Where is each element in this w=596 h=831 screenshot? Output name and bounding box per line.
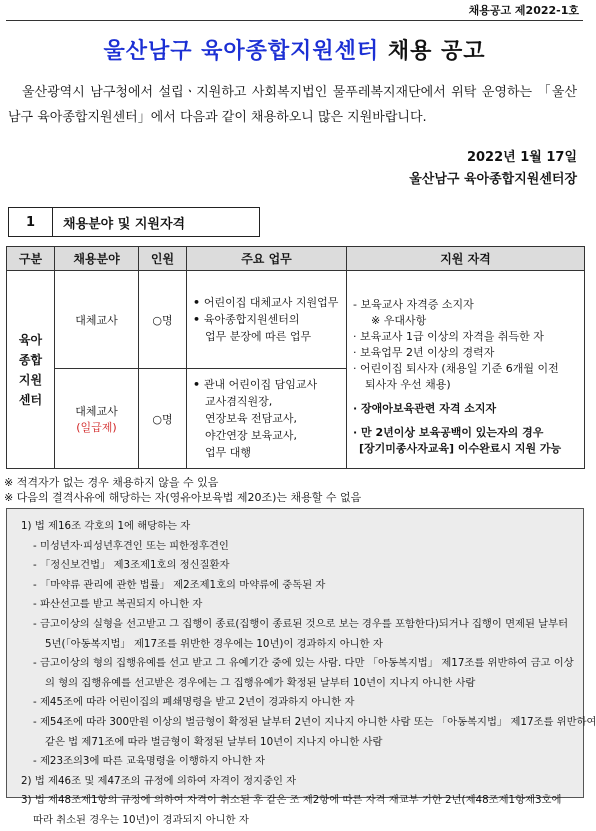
- disq-line: - 제23조의3에 따른 교육명령을 이행하지 아니한 자: [33, 755, 265, 768]
- qual-line: - 보육교사 자격증 소지자: [353, 297, 474, 311]
- disq-line: 1) 법 제16조 각호의 1에 해당하는 자: [21, 520, 191, 532]
- qual-line: ※ 우대사항: [371, 313, 427, 327]
- category-line: 종합: [18, 352, 43, 367]
- duty-item-continued: 업무 분장에 따른 업무: [205, 330, 312, 343]
- disq-line: - 제45조에 따라 어린이집의 폐쇄명령을 받고 2년이 경과하지 아니한 자: [33, 696, 355, 709]
- count-cell: ○명: [139, 271, 187, 369]
- qual-line: · 보육교사 1급 이상의 자격을 취득한 자: [353, 329, 544, 343]
- disq-line: - 미성년자·피성년후견인 또는 피한정후견인: [33, 539, 229, 552]
- duty-item: • 어린이집 대체교사 지원업무: [193, 294, 340, 311]
- issuing-organization: 울산남구 육아종합지원센터장: [409, 172, 577, 187]
- disqualification-box: [6, 508, 596, 826]
- header-count: 인원: [139, 247, 187, 271]
- qual-line: · 보육업무 2년 이상의 경력자: [353, 345, 495, 359]
- category-line: 센터: [18, 392, 43, 407]
- duty-item: • 관내 어린이집 담임교사: [193, 376, 340, 393]
- intro-paragraph: 울산광역시 남구청에서 설립ㆍ지원하고 사회복지법인 물푸레복지재단에서 위탁 운영하는 「울산남구 육아종합지원센터」에서 다음과 같이 채용하오니 많은 지원바랍니다.: [8, 85, 577, 125]
- notice-date: 2022년 1월 17일: [466, 150, 577, 165]
- duty-item-continued: 교사겸직원장,: [205, 395, 273, 408]
- duty-item-continued: 연장보육 전담교사,: [205, 412, 298, 425]
- table-row: [7, 271, 585, 369]
- field-note: (일급제): [76, 420, 117, 434]
- disq-line: - 제54조에 따라 300만원 이상의 벌금형이 확정된 날부터 2년이 지나지 아니한 사람 또는 「아동복지법」 제17조를 위반하여: [33, 715, 596, 728]
- header-field: 채용분야: [55, 247, 139, 271]
- category-line: 육아: [18, 332, 43, 347]
- header-divider: [6, 20, 583, 21]
- field-cell: 대체교사: [55, 271, 139, 369]
- duties-cell: [187, 369, 347, 469]
- count-cell: ○명: [139, 369, 187, 469]
- section-number: 1: [9, 208, 53, 236]
- duty-item: • 육아종합지원센터의: [193, 311, 340, 328]
- category-cell: [7, 271, 55, 469]
- disq-line: - 금고이상의 실형을 선고받고 그 집행이 종료(집행이 종료된 것으로 보는 경우를 포함한다)되거나 집행이 면제된 날부터: [33, 617, 569, 630]
- disq-line: 5년(「아동복지법」 제17조를 위반한 경우에는 10년)이 경과하지 아니한 자: [45, 637, 383, 650]
- qual-line: 퇴사자 우선 채용): [365, 377, 451, 391]
- disq-line: 따라 취소된 경우는 10년)이 경과되지 아니한 자: [33, 813, 249, 826]
- note-line: ※ 다음의 결격사유에 해당하는 자(영유아보육법 제20조)는 채용할 수 없음: [4, 491, 362, 504]
- field-label: 대체교사: [75, 404, 118, 418]
- section-header: [8, 207, 260, 237]
- qual-line: · 어린이집 퇴사자 (채용일 기준 6개월 이전: [353, 361, 559, 375]
- field-cell: [55, 369, 139, 469]
- qualifications-cell: [347, 271, 585, 469]
- disq-line: - 「마약류 관리에 관한 법률」 제2조제1호의 마약류에 중독된 자: [33, 578, 326, 591]
- page-title: [0, 34, 589, 65]
- table-header-row: [7, 247, 585, 271]
- disq-line: 3) 법 제48조제1항의 규정에 의하여 자격이 취소된 후 같은 조 제2항에 따른 자격 재교부 기한 2년(제48조제1항제3호에: [21, 794, 562, 807]
- duty-item-continued: 야간연장 보육교사,: [205, 429, 298, 442]
- title-center-name: 울산남구 육아종합지원센터: [103, 39, 380, 64]
- header-category: 구분: [7, 247, 55, 271]
- disq-line: - 금고이상의 형의 집행유예를 선고 받고 그 유예기간 중에 있는 사람. 다만 「아동복지법」 제17조를 위반하여 금고 이상: [33, 657, 574, 670]
- category-line: 지원: [18, 372, 43, 387]
- duty-item-continued: 업무 대행: [205, 446, 252, 459]
- notice-number: 채용공고 제2022-1호: [468, 4, 579, 17]
- header-qualifications: 지원 자격: [347, 247, 585, 271]
- disq-line: 같은 법 제71조에 따라 벌금형이 확정된 날부터 10년이 지나지 아니한 사람: [45, 735, 383, 748]
- title-notice: 채용 공고: [387, 39, 486, 64]
- disq-line: 의 형의 집행유예를 선고받은 경우에는 그 집행유예가 확정된 날부터 10년이 지나지 아니한 사람: [45, 676, 476, 689]
- qual-bold-line: [장기미종사자교육] 이수완료시 지원 가능: [359, 441, 562, 455]
- section-title: 채용분야 및 지원자격: [63, 216, 186, 232]
- qual-bold-line: · 만 2년이상 보육공백이 있는자의 경우: [353, 425, 544, 439]
- recruitment-table: [6, 246, 585, 469]
- duties-cell: [187, 271, 347, 369]
- qual-bold-line: · 장애아보육관련 자격 소지자: [353, 401, 497, 415]
- disq-line: - 파산선고를 받고 복권되지 아니한 자: [33, 598, 203, 611]
- disq-line: 2) 법 제46조 및 제47조의 규정에 의하여 자격이 정지중인 자: [21, 774, 297, 787]
- disq-line: - 「정신보건법」 제3조제1호의 정신질환자: [33, 559, 230, 572]
- header-duties: 주요 업무: [187, 247, 347, 271]
- note-line: ※ 적격자가 없는 경우 채용하지 않을 수 있음: [4, 476, 219, 489]
